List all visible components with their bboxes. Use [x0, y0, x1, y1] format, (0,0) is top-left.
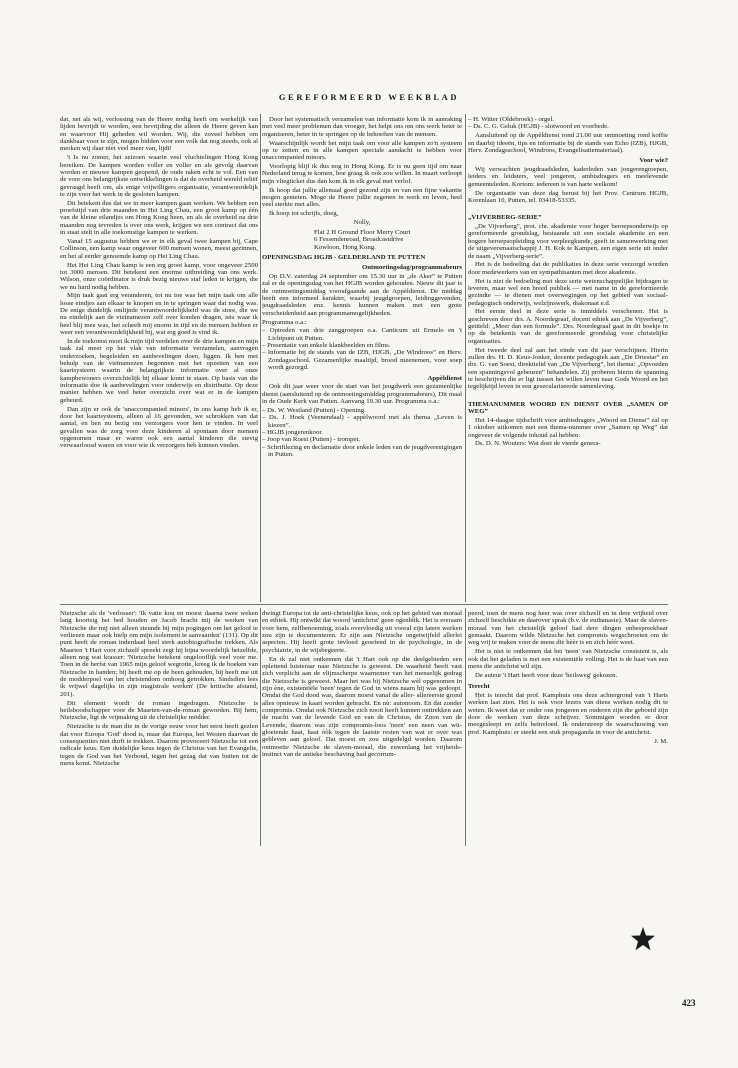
list-item: – HGJB jongerenkoor.	[262, 428, 323, 436]
paragraph: Ook dit jaar weer voor de start van het jeugdwerk een gezamenlijke dienst (aansluitend op de ontmoetingsmiddag programmabeurs), Dit maal in de Oude Kerk van Putten. Aanvang 19.30 uur. Programma o.a.:	[262, 383, 462, 406]
list-item: – Optreden van drie zanggroepen o.a. Canticum uit Ermelo en 't Lichtpunt uit Putten.	[262, 327, 462, 342]
appel-list-cont	[468, 116, 668, 131]
paragraph: Dan zijn er ook de 'unaccompanied minors', in ons kamp heb ik er, door het kaartsysteem, alleen al 16 gevonden, we schrokken van dat aantal, en ben nu bezig om verzorgers voor hen te vinden. In veel gevallen was de zorg voor deze kinderen al spontaan door mensen opgenomen maar er waren ook een aantal kinderen die stevig verwaarloosd waren en voor wie ik verzorgers heb kunnen vinden.	[60, 405, 258, 450]
paragraph: Nietzsche is de man die in de vorige eeuw voor het eerst heeft gezien dat voor Europa 'God' dood is, maar dat Europa, het Westen daarvan de consequenties niet durft te trekken. Daarom provoceert Nietzsche tot een radicale keus. Een duidelijke keus tegen de Christus van het Evangelie, tegen de God van het Verbond, tegen het gezag dat van buiten tot de mens komt. Nietzsche	[60, 723, 258, 767]
paragraph: Het is niet te ontkennen dat het 'neen' van Nietzsche consistent is, als ook dat het geladen is met een existentiële volling. Het is de haat van een mens die antichrist wil zijn.	[468, 648, 668, 670]
paragraph: Wij verwachten jeugdraadsleden, kaderleden van jongerengroepen, leiders en leidsters, veel jongeren, ambtsdragers en meelevende gemeenteleden. Kortom: iedereen is van harte welkom!	[468, 166, 668, 188]
column-rule	[260, 608, 261, 846]
page-number: 423	[682, 998, 696, 1008]
address-line: 6 Fessendenroad, Broadcastdrive	[314, 236, 404, 244]
paragraph: Aansluitend op de Appèldienst rond 21.00 uur ontmoeting rond koffie en daarbij ideeën, tips en informatie bij de stands van Echo (IZB), HJGB, Herv. Zondagsschool, Windroos, Evangelisatiemateriaal).	[468, 132, 668, 154]
lower-column-2	[262, 610, 462, 842]
paragraph: Het eerste deel in deze serie is inmiddels verschenen. Het is geschreven door drs. A. Noordegraaf, docent ethiek aan „De Vijverberg”, getiteld: „Meer dan een formule”. Drs. Noordegraaf gaat in dit boekje in op de betekenis van de gereformeerde grondslag voor christelijke organisaties.	[468, 308, 668, 345]
section-subheading: Voor wie?	[639, 157, 668, 165]
paragraph: Het tweede deel zal aan het einde van dit jaar verschijnen. Hierin zullen drs. H. D. Keus-Jonker, docente pedagogiek aan „De Driestar” en drs. G. van Soest, direktielid van „De Vijverberg”, het thema: „Opvoeden een spanningsvol gebeuren” behandelen. Zij proberen hierin de spanning te beschrijven die er ligt tussen het willen leven naar Gods Woord en het tegelijktijd leven in een geseculariseerde samenleving.	[468, 346, 668, 391]
upper-column-3	[468, 116, 668, 600]
paragraph: dwingt Europa tot de anti-christelijke keus, ook op het gebied van moraal en ethiek. Hij ontwikt dat woord 'antichrist' geen ogenblik. Het is ereraam voor hem, zelfbenoeming, zoals overvloedig uit vooral zijn latere werken zou zijn te documenteren. Er zijn aan Nietzsche ongetwijfeld allerlei aspecten. Hij heeft grote invloed geoefend in de psychologie, in de psychiatrie, in de wijsbegeerte.	[262, 610, 462, 654]
list-item: – Ds. C. G. Geluk (HGJB) - slotwoord en voorbede.	[468, 123, 609, 131]
paragraph: Dit betekent dus dat we in meer kampen gaan werken. We hebben een proefstijd van drie maanden in Hei Ling Chau, een groot kamp op één van de kleine eilandjes om Hong Kong heen, en als de overheid na drie maanden nog tevreden is over ons werk, krijgen we een contract dat ons in staat stelt in alle toekomstige kampen te werken.	[60, 199, 258, 237]
paragraph: Dit element wordt de roman ingedragen. Nietzsche is heilsboodschapper voor de Maarten-van-de-roman geworden. Bij hem, Nietzsche, ligt de vrijmaking uit de christelijke mödder.	[60, 699, 258, 722]
signature-name: Nolly,	[353, 219, 371, 227]
program-list	[262, 327, 462, 371]
paragraph: dat, net als wij, verlossing van de Heere nodig heeft om werkelijk van lijden bevrijdt te worden, een bevrijding die alleen de Heere geven kan en waarvoor Hij geheden wil worden. Wij, die zoveel hebben om dankbaar voor te zijn, mogen bidden voor een volk dat nog steeds, ook al merken wij daar niet veel meer van, lijdt!	[60, 116, 258, 153]
address-line: Kowloon, Hong Kong.	[314, 243, 376, 251]
list-item: – Ds. W. Westland (Putten) - Opening.	[262, 406, 366, 414]
paragraph: De organisatie van deze dag berust bij het Prov. Centrum HGJB, Korenlaan 10, Putten, tel. 03418-53335.	[468, 189, 668, 204]
signature-address	[314, 229, 462, 251]
list-item: – Ds. J. Hoek (Veenendaal) - appèlwoord met als thema „Leven is kiezen”.	[262, 414, 462, 429]
paragraph: In de toekomst moet ik mijn tijd verdelen over de drie kampen en mijn taak zal meer op het vlak van informatie verzamelen, aanvragen onderzoeken, begeleiden en aanbevelingen doen, liggen. Ik ben met behulp van de vietnamezen begonnen met het opzetten van een kaartsysteem waarin de belangrijkste informatie over al onze kampbewoners overzichtelijk bij elkaar komt te staan. Op basis van die informatie doe ik aanbevelingen voor onderwijs en distributie. Op deze manier hebben we veel beter overzicht over wat er in de kampen gebeurd.	[60, 337, 258, 404]
lower-column-3	[468, 610, 668, 920]
upper-column-1	[60, 116, 258, 600]
section-subheading: Appèldienst	[427, 374, 462, 382]
list-item: – Schriftlezing en declamatie door enkele leden van de jeugdverenigingen in Putten.	[262, 443, 462, 458]
list-item: – Informatie bij de stands van de IZB, HJGB, „De Windroos” en Herv. Zondagsschool. Gezamenlijke maaltijd, brood meenemen, voor soep wordt gezorgd.	[262, 349, 462, 372]
author-initials: J. M.	[654, 737, 668, 745]
section-heading: THEMANUMMER WOORD EN DIENST OVER „SAMEN OP WEG”	[468, 400, 668, 416]
program-label: Programma o.a.:	[262, 318, 307, 326]
section-subheading: Ontmoetingsdag/programmabeurs	[361, 264, 462, 272]
paragraph: Het is de bedoeling dat de publikaties in deze serie verzorgd worden door medewerkers van en sympathisanten met deze akademie.	[468, 261, 668, 276]
lower-column-1	[60, 610, 258, 842]
paragraph: Vanaf 15 augustus hebben we er in elk geval twee kampen bij, Cape Collinson, een kamp waar ongeveer 600 mensen wonen, meest gezinnen, en het al eerder genoemde kamp op Hei Ling Chau.	[60, 238, 258, 260]
star-icon	[630, 926, 656, 952]
list-item: – H. Witter (Oldebroek) - orgel.	[468, 116, 554, 123]
paragraph: De auteur 't Hart heeft voor deze 'heilsweg' gekozen.	[475, 671, 618, 679]
address-line: Flat 2 H Ground Floor Merry Court	[314, 228, 411, 236]
column-rule	[465, 608, 466, 846]
list-item: – Presentatie van enkele klankbeelden en films.	[262, 342, 391, 350]
page-header: GEREFORMEERD WEEKBLAD	[278, 92, 460, 102]
paragraph: 't Is nu zomer, het seizoen waarin veel vluchtelingen Hong Kong bereiken. De kampen worden voller en voller en als gevolg daarvan worden er nieuwe kampen geopend, de oude raken echt te vol. Een van de voor ons belangrijkste ontwikkelingen is dat de overheid wereld reliëf gevraagd heeft om, als enige vrijwilligers organisatie, verantwoordelijk te zijn voor het werk in de gesloten kampen.	[60, 154, 258, 198]
paragraph: En ik zal niet ontkennen dat 't Hart ook op die deelgebieden een oplettend luisteraar naar Nietzsche is geweest. De waarheid 'heeft vast zich verplicht aan de vlijmscherpe waarnemer van het menselijk gedrag die Nietzsche is geweest. Maar het was bij Nietzsche wèl opgenomen in zijn ène, existentiële 'neen' tegen de God in wiens naam hij was gedoopt. Omdat die God dood was, daarom moest vanaf de aller- allereerste grond alles opnieuw in kaart worden gebracht. En nù: autonoom. En dat zonder compromis. Omdat ook Nietzsche zich nooit heeft kunnen onttrekken aan de macht van de levende God en van de Christus, de Zoon van de Levende, daarom was zijn compromis-loos 'neen' een neen van wit-gloeiende haat, haat òòk tegen de laatste resten van wat er over was gebleven aan geloof. Dat moest en zou uitgedelgd worden. Daarom ontmoette Nietzsche de slaven-moraal, die euwenlang het vrijheids-instinct van de antieke beschaving had gecorrum-	[262, 655, 462, 759]
paragraph: Het 14-daagse tijdschrift voor ambtsdragers „Woord en Dienst” zal op 1 oktober uitkomen met een thema-nummer over „Samen op Weg” dat ongeveer de volgende inhoud zal hebben:	[468, 416, 668, 439]
section-heading: „VIJVERBERG-SERIE”	[468, 214, 542, 222]
paragraph: Waarschijnlijk wordt het mijn taak om voor alle kampen zo'n systeem op te zetten en in alle kampen speciale aandacht te hebben voor unaccompanied minors.	[262, 139, 462, 162]
paragraph: Mijn taak gaat erg veranderen, tot nu toe was het mijn taak om alle losse eindjes aan elkaar te knopen en in te springen waar dat nodig was. De enige duidelijk omlijnde verantwoordelijkheid was de store, die we nu eindelijk aan de vietnamezen zelf over konden dragen, iets waar ik heel blij mee was, het scheelt mij enorm in tijd en de mensen hebben er weer een verantwoordelijkheid bij, wat erg goed is vind ik.	[60, 292, 258, 337]
column-rule	[465, 114, 466, 602]
list-item: – Joop van Roest (Putten) - trompet.	[262, 436, 361, 444]
section-divider	[60, 604, 668, 605]
column-rule	[260, 114, 261, 602]
section-heading: OPENINGSDAG HGJB - GELDERLAND TE PUTTEN	[262, 253, 426, 261]
paragraph: Het is terecht dat prof. Kamphuis ons deze achtergrond van 't Harts werken laat zien. Het is ook voor lezers van diens werken nodig dit te weten. Ik weet dat er onder ons jongeren en ouderen zijn die geboeid zijn door de werken van deze schrijver. Sommigen worden er door meegesleept en zelfs beïnvloed. Ik onderstreep de waarschuwing van prof. Kamphuis: er steekt een stuk propaganda in voor de antichrist.	[468, 691, 668, 736]
paragraph: Ds. D. N. Wouters: Wat doet de vierde genera-	[475, 440, 601, 448]
section-heading: Terecht	[468, 683, 490, 691]
upper-column-2	[262, 116, 462, 600]
paragraph: Voorlopig blijf ik dus nog in Hong Kong. Er is nu geen tijd om naar Nederland terug te komen, hoe graag ik ook zou willen. In maart verloopt mijn vliegticket dus dan kom ik in elk geval met verlof.	[262, 163, 462, 185]
paragraph: „De Vijverberg”, prot. chr. akademie voor hoger beroepsonderwijs op gereformeerde grondslag, bestaande uit een sociale akademie en een hogere beroepsopleiding voor verpleegkunde, geeft in samenwerking met de uitgeversmaatschappij J. H. Kok te Kampen, een eigen serie uit onder de naam „Vijverberg-serie”.	[468, 223, 668, 260]
paragraph: peerd, toen de mens nog heer was over zichzelf en in dere vrijheid over zichzelf beschikte en daarover sprak (b.v. de euthanasie). Maar de slaven-moraal van het christelijk geloof had dere dingen onbespreekbaar gemaakt. Daarom wilde Nietzsche het compromis wegschroeien om de weg vrij te maken voor de mens die hèèr is en zich héér weet.	[468, 610, 668, 647]
paragraph: Ik hoop dat jullie allemaal goed gezond zijn en van een fijne vakantie mogen genieten. Moge de Heere jullie zegenen in werk en leven, heel veel sterkte met alles.	[262, 186, 462, 209]
paragraph: Nietzsche als de 'verlosser': 'Ik vatte kou en moest daarna twee weken lang koortsig het bed houden en Jacob bracht mij de werken van Nietzsche die mij niet alleen steunde bij mijn pogingen om het geloof te verliezen maar ook hielp om mijn isolement te aanvaarden' (131). Op dit punt heeft de roman inderdaad heel sterk autobiografische trekken. Als Maarten 't Hart voor zichzelf spreekt zegt hij bijna woordelijk hetzelfde, alleen nog wat krasser: 'Nietzsche betekent ongelooflijk veel voor me. Toen in de herfst van 1965 mijn geloof wegrotte, kreeg ik de boeken van Nietzsche in handen; bij heeft me op de been gehouden, hij heeft me uit de modderpoel van het christendom omhoog getrokken. Sindsdien lees ik vrijwel dagelijks in zijn magistrale werken' (De kritische afstand, 201).	[60, 610, 258, 698]
paragraph: Het is niet de bedoeling met deze serie wetenschappelijke bijdragen te leveren, maar wel een breed publiek — met name in de gereformeerde gezindte — te dienen met overwegingen op het gebied van sociaal-pedagogisch onderwijs, welzijnswerk, diakonaat e.d.	[468, 277, 668, 307]
paragraph: Op D.V. zaterdag 24 september om 15.30 uur in „de Aker” te Putten zal er de openingsdag van het HGJB worden gehouden. Nieuw dit jaar is de ontmoetingsmiddag voorafgaande aan de Appèldienst. De middag heeft een informeel karakter, waarbij jeugdgroepen, leidinggevenden, jeugdraadsleden enz. kennis kunnen maken met een grote verscheidenheid aan programmamogelijkheden.	[262, 273, 462, 317]
appel-list	[262, 407, 462, 458]
paragraph: Het Hei Ling Chau kamp is een erg groot kamp, voor ongeveer 2500 tot 3000 mensen. Dit betekent een enorme uitbreiding van ons werk. Wilson, onze coördinator is druk bezig nieuwe staf leden te krijgen, die we nu hard nodig hebben.	[60, 261, 258, 291]
paragraph: Door het systematisch verzamelen van informatie kom ik in aanraking met veel meer problemen dan vroeger, het helpt ons om ons werk beter te organiseren, beter in te springen op de behoeften van de mensen.	[262, 116, 462, 138]
paragraph: Ik hoop tot schrijfs, doeg,	[269, 210, 339, 218]
